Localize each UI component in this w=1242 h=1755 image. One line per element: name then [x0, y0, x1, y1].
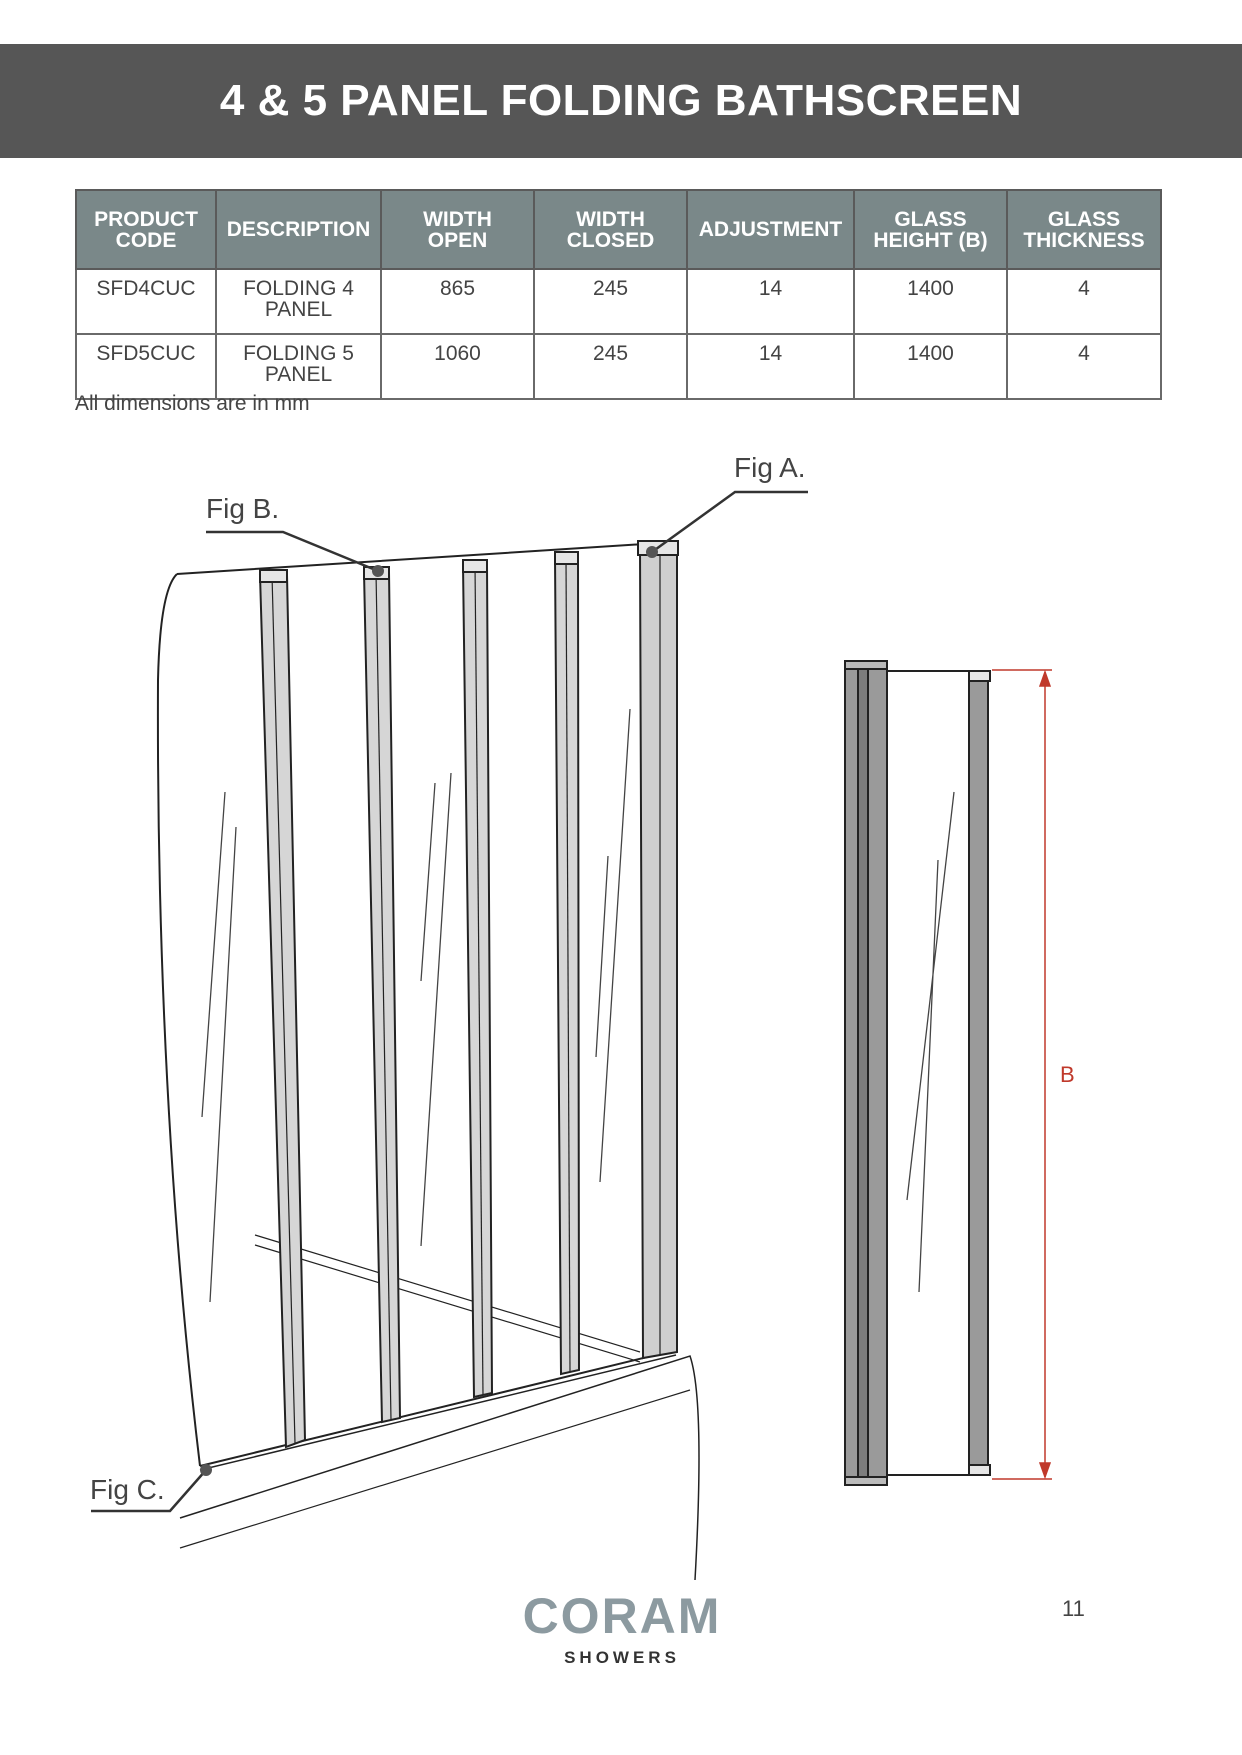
- dimension-b-label: B: [1060, 1062, 1075, 1087]
- logo-wordmark: CORAM: [522, 1588, 722, 1644]
- fig-c-label: Fig C.: [90, 1474, 165, 1505]
- cell-product-code: SFD4CUC: [76, 269, 216, 334]
- wall-profile: [640, 545, 677, 1358]
- fig-b-label: Fig B.: [206, 493, 280, 524]
- dimensions-note: All dimensions are in mm: [75, 392, 310, 415]
- cell-glass-thickness: 4: [1007, 269, 1161, 334]
- glass-bottom-rail: [200, 1355, 676, 1470]
- fig-b-leader: [206, 532, 378, 571]
- tub-lip: [255, 1235, 640, 1362]
- cell-description: FOLDING 4 PANEL: [216, 269, 381, 334]
- fig-a-label: Fig A.: [734, 452, 806, 483]
- cell-width-open: 1060: [381, 334, 534, 399]
- glass-outline: [158, 543, 676, 1466]
- header-adjustment: ADJUSTMENT: [687, 190, 854, 269]
- header-glass-thickness: GLASS THICKNESS: [1007, 190, 1161, 269]
- cell-glass-height: 1400: [854, 334, 1007, 399]
- cell-adjustment: 14: [687, 334, 854, 399]
- fig-markers: [91, 492, 808, 1511]
- cell-adjustment: 14: [687, 269, 854, 334]
- header-width-open: WIDTH OPEN: [381, 190, 534, 269]
- profile-2: [364, 572, 400, 1422]
- cell-glass-height: 1400: [854, 269, 1007, 334]
- fig-a-dot: [646, 546, 658, 558]
- page-title: 4 & 5 PANEL FOLDING BATHSCREEN: [219, 76, 1023, 125]
- closed-end-profile: [969, 671, 988, 1475]
- cell-width-open: 865: [381, 269, 534, 334]
- folding-screen-view: [158, 543, 699, 1580]
- folding-screen-profiles: [260, 541, 678, 1447]
- fig-c-dot: [200, 1464, 212, 1476]
- fig-b-dot: [372, 565, 384, 577]
- cell-width-closed: 245: [534, 269, 687, 334]
- header-glass-height: GLASS HEIGHT (B): [854, 190, 1007, 269]
- coram-logo: [500, 1590, 744, 1668]
- header-description: DESCRIPTION: [216, 190, 381, 269]
- cell-width-closed: 245: [534, 334, 687, 399]
- cell-description: FOLDING 5 PANEL: [216, 334, 381, 399]
- logo-subtitle: SHOWERS: [564, 1648, 680, 1667]
- cell-glass-thickness: 4: [1007, 334, 1161, 399]
- dimension-b: [992, 670, 1052, 1479]
- header-width-closed: WIDTH CLOSED: [534, 190, 687, 269]
- cell-product-code: SFD5CUC: [76, 334, 216, 399]
- header-product-code: PRODUCT CODE: [76, 190, 216, 269]
- profile-3: [463, 565, 492, 1397]
- profile-1: [260, 575, 305, 1447]
- page-number: 11: [1062, 1596, 1085, 1621]
- closed-view: [845, 661, 990, 1485]
